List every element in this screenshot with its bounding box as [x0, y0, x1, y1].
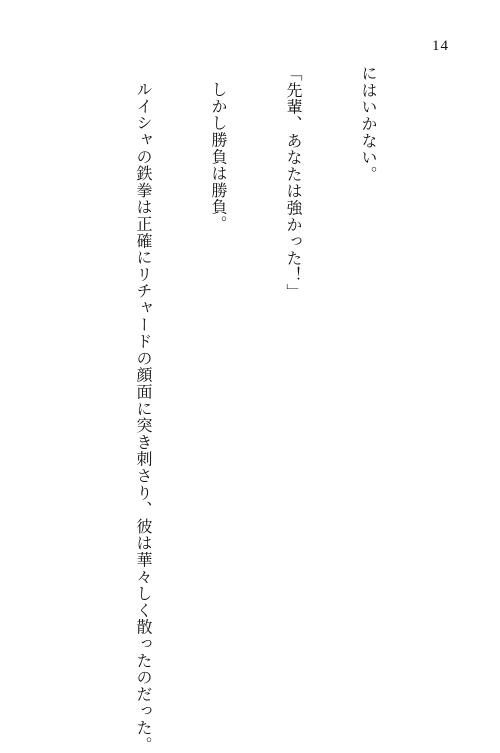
text-line: にはいかない。 — [359, 65, 378, 183]
blank-line — [31, 65, 56, 685]
vertical-text-block — [0, 65, 431, 753]
page-number: 14 — [432, 38, 449, 54]
text-line: ルイシャの鉄拳は正確にリチャードの顔面に突き刺さり、彼は華々しく散ったのだった。 — [134, 81, 153, 753]
text-line: 「先輩、あなたは強かった！」 — [284, 65, 303, 301]
text-line: しかし勝負は勝負。 — [209, 81, 228, 233]
